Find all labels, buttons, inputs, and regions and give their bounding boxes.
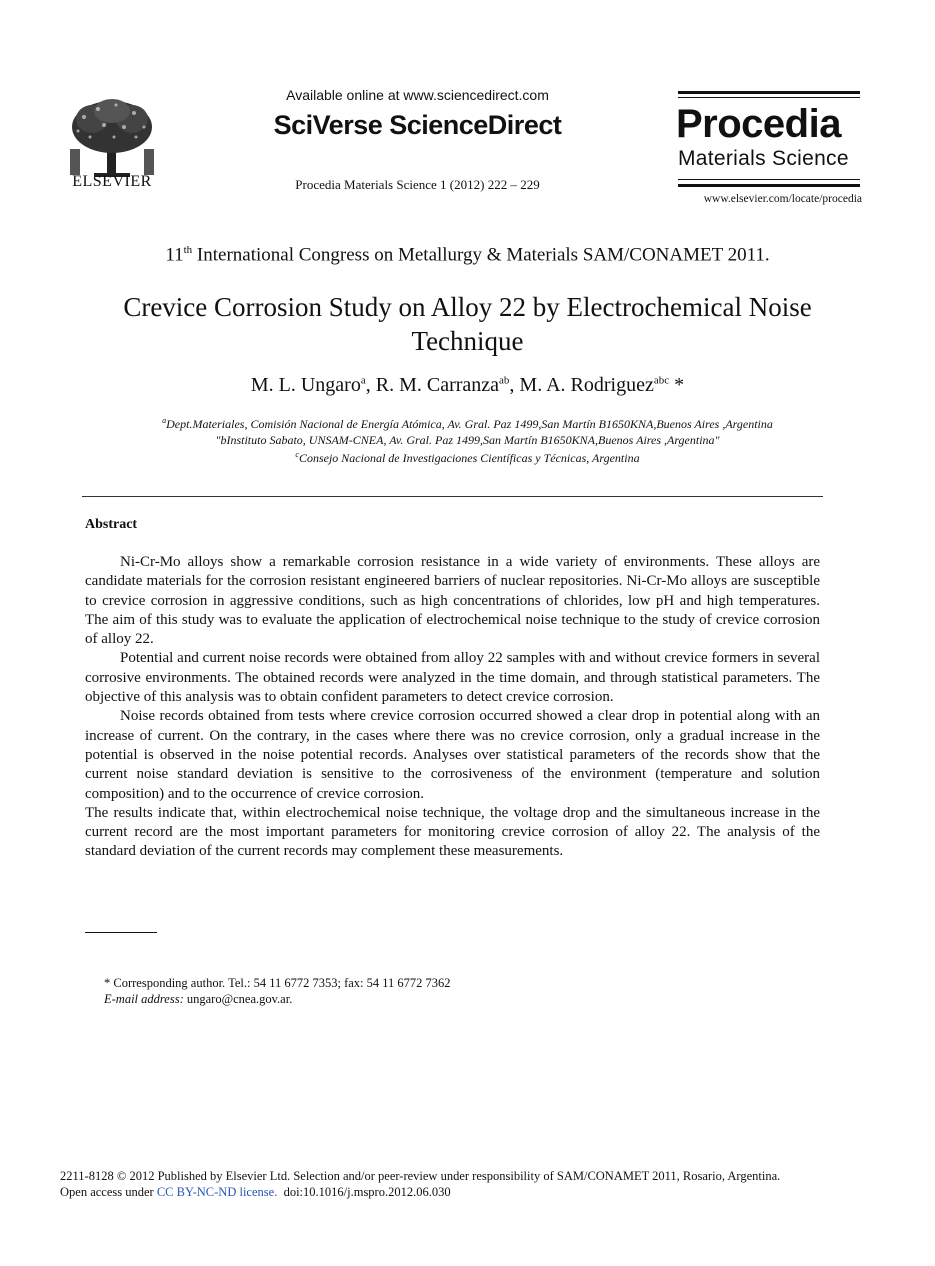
congress-ordinal: th [183, 244, 193, 256]
author-affiliation-mark: a [360, 374, 366, 387]
congress-line [40, 244, 895, 266]
congress-name: International Congress on Metallurgy & Materials SAM/CONAMET 2011. [192, 244, 770, 266]
open-access-prefix: Open access under [60, 1185, 157, 1199]
affiliation [60, 416, 875, 432]
abstract-paragraph: Ni-Cr-Mo alloys show a remarkable corrosion resistance in a wide variety of environments. These alloys are candidate materials for the corrosion resistant engineered barriers of nuclear repositories. Ni-Cr-Mo alloys are susceptible to crevice corrosion in aggressive conditions, such as high concentrations of chlorides, low pH and high temperatures. The aim of this study was to evaluate the application of electrochemical noise technique to the study of crevice corrosion of alloy 22. [85, 554, 820, 648]
doi: doi:10.1016/j.mspro.2012.06.030 [277, 1185, 451, 1199]
author-affiliation-mark: ab [499, 374, 510, 387]
corresponding-author: * Corresponding author. Tel.: 54 11 6772 7353; fax: 54 11 6772 7362 [104, 976, 451, 990]
abstract-body [85, 553, 820, 862]
journal-logo-name: Procedia [676, 102, 841, 146]
affiliation-text: "bInstituto Sabato, UNSAM-CNEA, Av. Gral. Paz 1499,San Martín B1650KNA,Buenos Aires ,Argentina" [215, 433, 720, 447]
author-name: M. L. Ungaro [250, 374, 361, 396]
footnote-rule [85, 932, 157, 933]
email-address[interactable]: ungaro@cnea.gov.ar. [183, 992, 293, 1006]
journal-logo-subtitle: Materials Science [678, 147, 849, 170]
paper-title-line: Crevice Corrosion Study on Alloy 22 by Electrochemical Noise [123, 292, 812, 322]
available-online: Available online at www.sciencedirect.com [286, 87, 549, 103]
license-link[interactable]: CC BY-NC-ND license. [156, 1185, 278, 1199]
journal-reference: Procedia Materials Science 1 (2012) 222 – 229 [295, 177, 540, 192]
abstract-paragraph: Potential and current noise records were obtained from alloy 22 samples with and without crevice formers in several corrosive environments. The obtained records were analyzed in the time domain, and through statistical parameters. The objective of this analysis was to obtain confident parameters to detect crevice corrosion. [85, 650, 820, 706]
congress-number: 11 [165, 244, 184, 266]
author-list [60, 374, 875, 397]
email-label: E-mail address: [104, 992, 184, 1006]
abstract-paragraph: Noise records obtained from tests where crevice corrosion occurred showed a clear drop in potential along with an increase of current. On the contrary, in the cases where there was no crevice corrosion, only a gradual increase in the potential is observed in the noise potential records. Analyses over statistical parameters of the records show that the current noise standard deviation is sensitive to the corrosiveness of the environment (temperature and solution composition) and to the occurrence of crevice corrosion. [85, 708, 820, 802]
platform-logo: SciVerse ScienceDirect [273, 110, 562, 140]
publisher-logo-text: ELSEVIER [72, 173, 152, 190]
author-name: R. M. Carranza [375, 374, 500, 396]
section-divider [82, 496, 823, 497]
affiliation-mark: a [162, 416, 167, 425]
abstract-paragraph: The results indicate that, within electrochemical noise technique, the voltage drop and the simultaneous increase in the current record are the most important parameters for monitoring crevice corrosion of alloy 22. The analysis of the standard deviation of the current records may complement these measurements. [85, 804, 820, 860]
affiliation-text: Consejo Nacional de Investigaciones Científicas y Técnicas, Argentina [298, 451, 640, 465]
paper-title [60, 290, 875, 358]
affiliation-text: Dept.Materiales, Comisión Nacional de Energía Atómica, Av. Gral. Paz 1499,San Martín B1650KNA,Buenos Aires ,Argentina [166, 417, 773, 431]
journal-logo-rule [678, 179, 860, 180]
journal-logo-rule [678, 97, 860, 98]
journal-logo-rule [678, 184, 860, 187]
abstract-heading: Abstract [85, 517, 138, 532]
email-line [104, 992, 292, 1007]
copyright-line: 2211-8128 © 2012 Published by Elsevier Ltd. Selection and/or peer-review under responsibility of SAM/CONAMET 2011, Rosario, Argentina. [60, 1169, 781, 1183]
author-name: M. A. Rodriguez [519, 374, 654, 396]
author-separator: , [509, 374, 520, 396]
author-separator: * [669, 374, 685, 396]
affiliation-mark: c [295, 450, 299, 459]
paper-title-line: Technique [411, 326, 524, 356]
affiliation [60, 433, 875, 448]
author-affiliation-mark: abc [653, 374, 670, 387]
journal-logo-rule [678, 91, 860, 94]
author-separator: , [365, 374, 376, 396]
open-access-line [60, 1185, 451, 1200]
journal-url[interactable]: www.elsevier.com/locate/procedia [703, 193, 862, 205]
affiliation [60, 450, 875, 466]
